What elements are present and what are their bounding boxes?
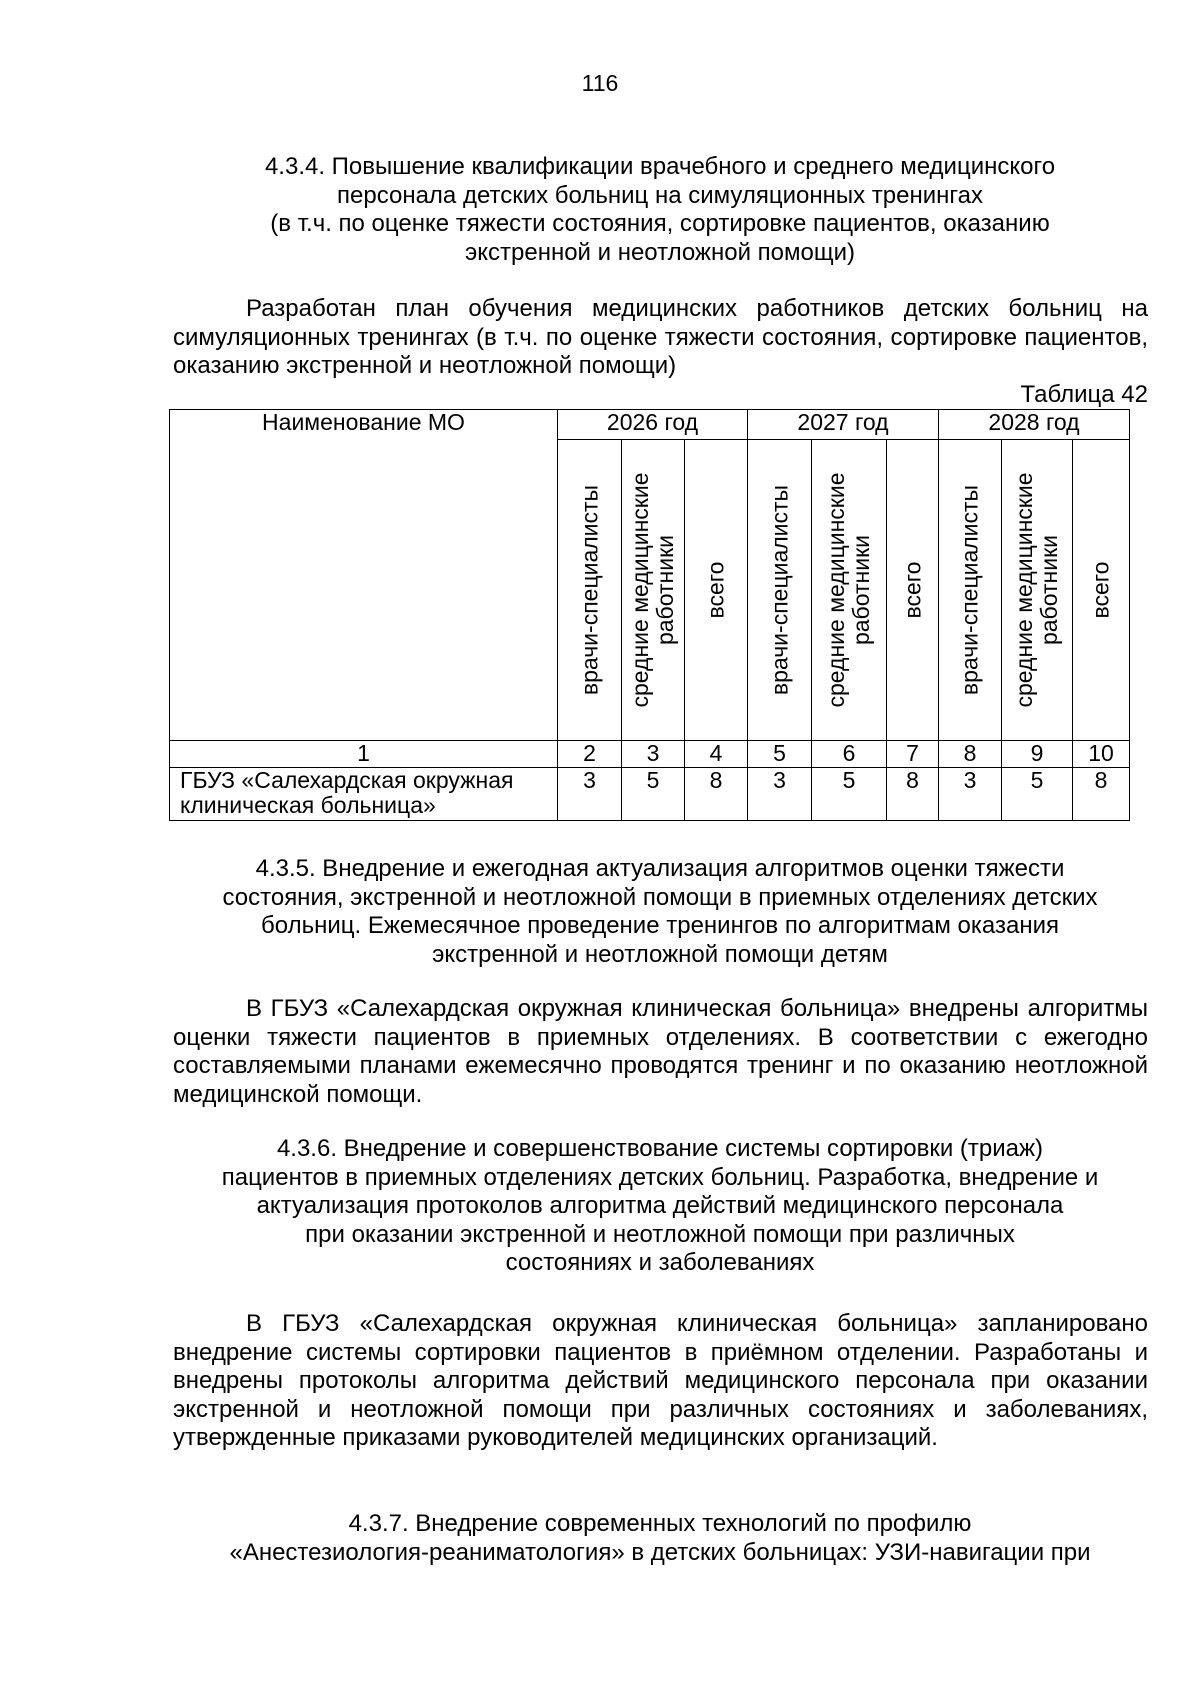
value-cell: 8 <box>1073 768 1130 821</box>
heading-line: актуализация протоколов алгоритма действий медицинского персонала <box>256 1192 1064 1219</box>
rotated-label <box>824 472 874 707</box>
heading-line: 4.3.6. Внедрение и совершенствование системы сортировки (триаж) <box>276 1135 1044 1162</box>
heading-line: экстренной и неотложной помощи) <box>464 238 855 266</box>
header-total-2028 <box>1073 440 1130 741</box>
column-number: 4 <box>685 741 748 768</box>
header-doctors-2027 <box>748 440 812 741</box>
header-year-2026: 2026 год <box>558 410 748 440</box>
section-4-3-6-paragraph <box>173 1310 1148 1453</box>
section-4-3-4-paragraph <box>173 295 1148 381</box>
table-row <box>170 768 1130 821</box>
label-line: работники <box>848 534 874 646</box>
page-number: 116 <box>581 70 619 96</box>
rotated-label: врачи-специалисты <box>766 484 792 696</box>
value-cell: 5 <box>1002 768 1073 821</box>
label-line: работники <box>652 534 678 646</box>
table-42 <box>169 409 1130 821</box>
value-cell: 5 <box>622 768 685 821</box>
rotated-label: всего <box>702 561 729 619</box>
rotated-label: врачи-специалисты <box>956 484 983 696</box>
header-doctors-2028 <box>939 440 1002 741</box>
column-number: 7 <box>887 741 939 768</box>
column-number: 6 <box>812 741 887 768</box>
header-year-2028: 2028 год <box>939 410 1130 440</box>
header-nurses-2026 <box>622 440 685 741</box>
heading-line: 4.3.7. Внедрение современных технологий по профилю <box>348 1510 972 1537</box>
section-4-3-6-heading <box>170 1135 1150 1278</box>
heading-line: состояниях и заболеваниях <box>505 1249 815 1276</box>
column-number: 1 <box>170 741 558 768</box>
mo-name-line: ГБУЗ «Салехардская окружная <box>180 767 514 793</box>
header-nurses-2027 <box>812 440 887 741</box>
paragraph-text: Разработан план обучения медицинских работников детских больниц на симуляционных тренингах (в т.ч. по оценке тяжести состояния, сортировке пациентов, оказанию экстренной и неотложной помощи) <box>173 295 1148 379</box>
column-number-row <box>170 741 1130 768</box>
label-line: средние медицинские <box>1011 472 1037 708</box>
value-cell: 8 <box>685 768 748 821</box>
value-cell: 8 <box>887 768 939 821</box>
paragraph-text: В ГБУЗ «Салехардская окружная клиническая больница» внедрены алгоритмы оценки тяжести пациентов в приемных отделениях. В соответствии с ежегодно составляемыми планами ежемесячно проводятся тренинг и по оказанию неотложной медицинской помощи. <box>173 995 1148 1108</box>
label-line: средние медицинские <box>823 472 849 708</box>
paragraph-text: В ГБУЗ «Салехардская окружная клиническая больница» запланировано внедрение системы сортировки пациентов в приёмном отделении. Разработаны и внедрены протоколы алгоритма действий медицинского персонала при оказании экстренной и неотложной помощи при различных состояниях и заболеваниях, утвержденные приказами руководителей медицинских организаций. <box>173 1310 1148 1451</box>
heading-line: состояния, экстренной и неотложной помощи в приемных отделениях детских <box>222 883 1098 911</box>
column-number: 9 <box>1002 741 1073 768</box>
mo-name-cell <box>170 768 558 821</box>
rotated-label: врачи-специалисты <box>576 484 602 696</box>
heading-line: 4.3.5. Внедрение и ежегодная актуализация алгоритмов оценки тяжести <box>255 855 1065 882</box>
header-total-2027 <box>887 440 939 741</box>
rotated-label <box>1012 472 1062 707</box>
header-total-2026 <box>685 440 748 741</box>
heading-line: персонала детских больниц на симуляционных тренингах <box>337 181 983 209</box>
heading-line: (в т.ч. по оценке тяжести состояния, сортировке пациентов, оказанию <box>270 210 1050 237</box>
heading-line: больниц. Ежемесячное проведение тренингов по алгоритмам оказания <box>261 912 1059 939</box>
column-number: 3 <box>622 741 685 768</box>
column-number: 8 <box>939 741 1002 768</box>
rotated-label <box>628 472 678 707</box>
value-cell: 3 <box>939 768 1002 821</box>
header-doctors-2026 <box>558 440 622 741</box>
header-nurses-2028 <box>1002 440 1073 741</box>
value-cell: 3 <box>558 768 622 821</box>
section-4-3-5-paragraph <box>173 995 1148 1109</box>
section-4-3-5-heading <box>170 855 1150 969</box>
label-line: средние медицинские <box>627 472 653 708</box>
heading-line: 4.3.4. Повышение квалификации врачебного и среднего медицинского <box>264 153 1056 180</box>
value-cell: 3 <box>748 768 812 821</box>
header-year-2027: 2027 год <box>748 410 939 440</box>
heading-line: пациентов в приемных отделениях детских больниц. Разработка, внедрение и <box>221 1163 1099 1191</box>
section-4-3-7-heading <box>170 1510 1150 1567</box>
rotated-label: всего <box>899 561 925 619</box>
table-caption: Таблица 42 <box>1020 381 1148 408</box>
heading-line: «Анестезиология-реаниматология» в детских больницах: УЗИ-навигации при <box>229 1538 1091 1566</box>
label-line: работники <box>1036 534 1062 646</box>
section-4-3-4-heading <box>170 153 1150 267</box>
value-cell: 5 <box>812 768 887 821</box>
heading-line: экстренной и неотложной помощи детям <box>432 940 888 968</box>
column-number: 10 <box>1073 741 1130 768</box>
mo-name-line: клиническая больница» <box>180 792 436 818</box>
rotated-label: всего <box>1087 561 1114 619</box>
column-number: 2 <box>558 741 622 768</box>
column-number: 5 <box>748 741 812 768</box>
header-mo-name: Наименование МО <box>170 410 558 741</box>
heading-line: при оказании экстренной и неотложной помощи при различных <box>305 1220 1015 1248</box>
